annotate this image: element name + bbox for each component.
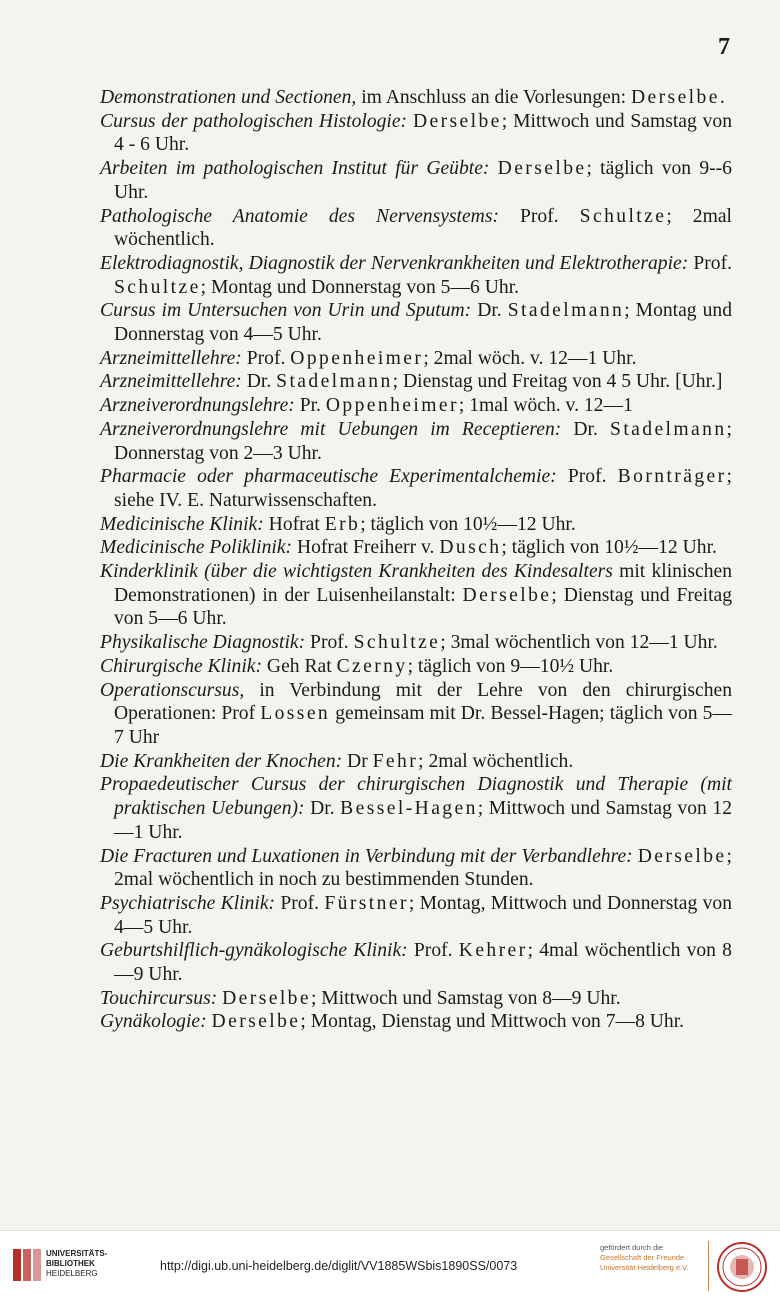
lecture-schedule: ; 4mal wöchentlich von 8—9 Uhr.: [114, 940, 732, 986]
lecture-entry: [100, 655, 732, 679]
sponsor-block: [600, 1243, 708, 1273]
lecture-title: Arzneiverordnungslehre:: [100, 395, 295, 417]
lecture-title: Operationscursus,: [100, 679, 245, 701]
lecturer-name: Erb: [324, 513, 361, 535]
lecture-schedule: ; Montag und Donnerstag von 4—5 Uhr.: [114, 300, 732, 346]
lecturer-name: Kehrer: [458, 940, 528, 962]
lecture-text: Dr.: [471, 300, 508, 322]
lecturer-name: Derselbe: [497, 158, 587, 180]
lecture-entry: [100, 110, 732, 157]
lecture-entry: [100, 987, 732, 1011]
lecturer-name: Czerny: [336, 655, 408, 677]
lecture-schedule: ; Montag, Mittwoch und Donnerstag von 4—5 Uhr.: [114, 892, 732, 938]
lecture-title: Psychiatrische Klinik:: [100, 892, 276, 914]
lecture-text: in Verbindung mit der Lehre von den chirurgischen Operationen: Prof: [114, 679, 732, 725]
lecture-entry: [100, 370, 732, 394]
lecture-schedule: ; 1mal wöch. v. 12—1: [458, 395, 633, 417]
lecture-schedule: ; Montag und Donnerstag von 5—6 Uhr.: [200, 276, 520, 298]
lecturer-name: Derselbe: [222, 987, 311, 1009]
lecture-text: Dr: [342, 750, 373, 772]
lecture-title: Die Krankheiten der Knochen:: [100, 750, 343, 772]
lecture-schedule: ; 2mal wöch. v. 12—1 Uhr.: [423, 347, 637, 369]
lecture-entry: [100, 465, 732, 512]
lecture-schedule: ; Mittwoch und Samstag von 12—1 Uhr.: [114, 798, 732, 843]
lecturer-name: Bornträger: [617, 466, 727, 488]
lecture-title: Cursus im Untersuchen von Urin und Sputum:: [100, 300, 472, 322]
lecture-schedule: ; 2mal wöchentlich.: [418, 750, 574, 772]
lecturer-name: Oppenheimer: [325, 395, 459, 417]
sponsor-intro: gefördert durch die: [600, 1243, 663, 1252]
lecture-text: Prof.: [556, 466, 618, 488]
lecture-schedule: .: [719, 87, 725, 108]
lecture-text: [489, 158, 497, 179]
lecture-entry: [100, 679, 732, 750]
lecture-text: Prof.: [241, 347, 291, 369]
lecturer-name: Derselbe: [412, 110, 502, 132]
lecture-text: Prof.: [407, 940, 459, 962]
lecture-entry: [100, 1010, 732, 1034]
page-number: 7: [718, 34, 730, 60]
library-name: [46, 1249, 107, 1279]
lecture-entry: [100, 560, 732, 631]
lecturer-name: Stadelmann: [276, 371, 393, 393]
university-seal-icon: [716, 1241, 768, 1293]
lecturer-name: Fehr: [372, 750, 419, 772]
footer-bar: [0, 1230, 780, 1299]
lecture-entry: [100, 939, 732, 986]
lecture-schedule: ; täglich von 9--6 Uhr.: [114, 158, 732, 203]
lecture-title: Pharmacie oder pharmaceutische Experimentalchemie:: [100, 466, 557, 488]
lecturer-name: Derselbe: [630, 87, 720, 108]
lecture-title: Chirurgische Klinik:: [100, 655, 263, 677]
lecture-text: im Anschluss an die Vorlesungen:: [356, 87, 631, 108]
lecture-schedule: ; siehe IV. E. Naturwissenschaften.: [114, 466, 732, 511]
lecture-schedule: ; Donnerstag von 2—3 Uhr.: [114, 418, 732, 464]
lecture-schedule: ; 3mal wöchentlich von 12—1 Uhr.: [440, 632, 718, 654]
lecture-title: Physikalische Diagnostik:: [100, 632, 306, 654]
lecture-title: Geburtshilflich-gynäkologische Klinik:: [100, 940, 408, 962]
lecture-title: Cursus der pathologischen Histologie:: [100, 110, 408, 132]
lecture-schedule: ; Dienstag und Freitag von 4 5 Uhr. [Uhr.]: [392, 371, 723, 393]
lecture-schedule: ; Mittwoch und Samstag von 4 - 6 Uhr.: [114, 110, 732, 156]
library-name-line1: UNIVERSITÄTS-: [46, 1249, 108, 1258]
lecture-entry: [100, 845, 732, 892]
lecture-entry: [100, 773, 732, 844]
lecture-schedule: ; täglich von 9—10½ Uhr.: [407, 655, 614, 677]
lecture-entry: [100, 536, 732, 560]
lecture-title: Demonstrationen und Sectionen,: [100, 87, 357, 108]
lecture-title: Arzneimittellehre:: [100, 347, 242, 369]
lecturer-name: Derselbe: [637, 845, 727, 867]
lecture-title: Medicinische Poliklinik:: [100, 537, 293, 559]
library-name-line2: BIBLIOTHEK: [46, 1259, 95, 1268]
lecturer-name: Derselbe: [462, 584, 552, 606]
lecture-text: Geh Rat: [262, 655, 337, 677]
lecture-title: Die Fracturen und Luxationen in Verbindung mit der Verbandlehre:: [100, 845, 633, 867]
lecture-text: Prof.: [305, 632, 354, 654]
lecture-list: [100, 86, 732, 1034]
lecture-text: Prof.: [498, 205, 580, 227]
lecturer-name: Stadelmann: [507, 300, 625, 322]
lecture-schedule: ; täglich von 10½—12 Uhr.: [501, 537, 717, 559]
lecture-title: Arzneiverordnungslehre mit Uebungen im Receptieren:: [100, 418, 562, 440]
lecture-title: Elektrodiagnostik, Diagnostik der Nervenkrankheiten und Elektrotherapie:: [100, 252, 689, 274]
lecturer-name: Derselbe: [211, 1011, 301, 1033]
lecturer-name: Schultze: [114, 276, 201, 298]
lecturer-name: Dusch: [439, 537, 502, 559]
lecture-schedule: ; Dienstag und Freitag von 5—6 Uhr.: [114, 584, 733, 630]
lecture-text: Dr.: [241, 371, 277, 393]
lecture-text: Prof.: [275, 892, 325, 914]
lecture-text: Pr.: [294, 395, 326, 417]
source-url-link[interactable]: http://digi.ub.uni-heidelberg.de/diglit/VV1885WSbis1890SS/0073: [160, 1259, 518, 1273]
lecture-schedule: ; täglich von 10½—12 Uhr.: [360, 513, 576, 535]
lecture-entry: [100, 394, 732, 418]
lecture-text: mit klinischen Demonstrationen) in der Luisenheilanstalt:: [114, 561, 732, 606]
lecturer-name: Bessel-Hagen: [340, 798, 478, 820]
lecture-title: Arzneimittellehre:: [100, 371, 242, 393]
lecture-title: Medicinische Klinik:: [100, 513, 264, 535]
lecture-text: Prof.: [688, 252, 732, 274]
lecture-schedule: gemeinsam mit Dr. Bessel-Hagen; täglich von 5—7 Uhr: [114, 703, 732, 748]
lecturer-name: Fürstner: [324, 892, 409, 914]
lecture-schedule: ; Mittwoch und Samstag von 8—9 Uhr.: [310, 987, 621, 1009]
sponsor-divider: [708, 1241, 709, 1291]
lecture-title: Pathologische Anatomie des Nervensystems:: [100, 205, 499, 227]
lecturer-name: Oppenheimer: [290, 347, 424, 369]
lecturer-name: Lossen: [260, 703, 331, 725]
lecturer-name: Schultze: [353, 632, 441, 654]
lecture-schedule: ; 2mal wöchentlich in noch zu bestimmenden Stunden.: [114, 845, 732, 891]
lecture-entry: [100, 252, 732, 299]
lecture-entry: [100, 347, 732, 371]
lecture-entry: [100, 631, 732, 655]
lecture-text: Hofrat: [263, 513, 325, 535]
lecturer-name: Stadelmann: [610, 418, 727, 440]
lecture-schedule: ; 2mal wöchentlich.: [114, 205, 732, 251]
lecture-title: Propaedeutischer Cursus der chirurgischen Diagnostik und Therapie (mit praktischen Uebungen):: [100, 774, 732, 820]
lecture-entry: [100, 750, 732, 774]
library-name-line3: HEIDELBERG: [46, 1269, 98, 1278]
lecture-schedule: ; Montag, Dienstag und Mittwoch von 7—8 Uhr.: [300, 1011, 685, 1033]
lecture-entry: [100, 513, 732, 537]
lecture-title: Gynäkologie:: [100, 1011, 207, 1033]
lecture-entry: [100, 157, 732, 204]
lecture-text: Dr.: [304, 798, 341, 820]
lecture-title: Kinderklinik (über die wichtigsten Krankheiten des Kindesalters: [100, 561, 613, 583]
lecturer-name: Schultze: [579, 205, 667, 227]
lecture-title: Touchircursus:: [100, 987, 218, 1009]
lecture-entry: [100, 299, 732, 346]
sponsor-name-line2: Universität Heidelberg e.V.: [600, 1263, 689, 1272]
lecture-entry: [100, 205, 732, 252]
lecture-entry: [100, 418, 732, 465]
library-logo-icon: [12, 1247, 42, 1283]
sponsor-name-line1: Gesellschaft der Freunde: [600, 1253, 685, 1262]
lecture-text: Hofrat Freiherr v.: [292, 537, 440, 559]
lecture-entry: [100, 892, 732, 939]
lecture-entry: [100, 86, 732, 110]
lecture-title: Arbeiten im pathologischen Institut für Geübte:: [100, 158, 490, 180]
lecture-text: Dr.: [561, 418, 611, 440]
